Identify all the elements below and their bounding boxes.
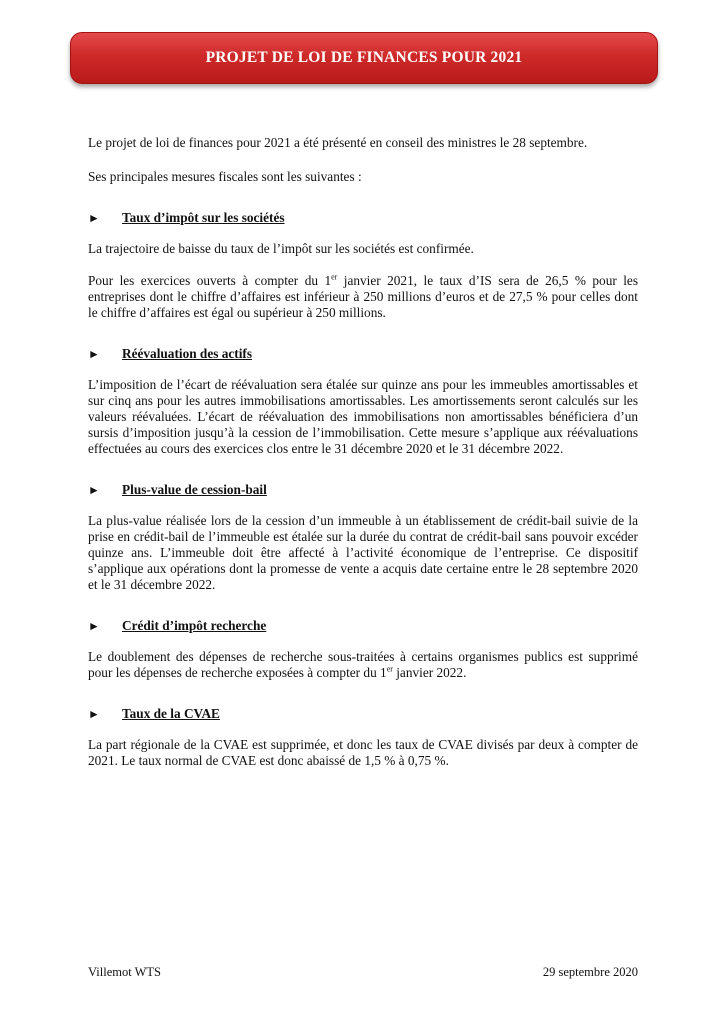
section-heading [88,705,638,723]
footer-company: Villemot WTS [88,965,161,979]
page-title: PROJET DE LOI DE FINANCES POUR 2021 [205,49,523,66]
section-heading [88,481,638,499]
section-title: Plus-value de cession-bail [122,482,267,497]
section-title: Crédit d’impôt recherche [122,618,267,633]
section-title: Taux d’impôt sur les sociétés [122,210,285,225]
title-banner [70,32,658,84]
section-sale-leaseback [88,481,638,593]
page-footer [88,965,638,980]
triangle-bullet-icon: ► [88,706,100,721]
section-title: Réévaluation des actifs [122,346,253,361]
intro-paragraph: Le projet de loi de finances pour 2021 a été présenté en conseil des ministres le 28 septembre. [88,135,588,150]
section-research-tax-credit [88,617,638,681]
triangle-bullet-icon: ► [88,346,100,361]
section-paragraph: La plus-value réalisée lors de la cession d’un immeuble à un établissement de crédit-bail suivie de la prise en crédit-bail de l’immeuble est étalée sur la durée du contrat de crédit-bail sans pouvoir excéder quinze ans. L’immeuble doit être affecté à l’activité économique de l’entreprise. Ce dispositif s’applique aux opérations dont la promesse de vente a acquis date certaine entre le 28 septembre 2020 et le 31 décembre 2022. [88,513,638,592]
triangle-bullet-icon: ► [88,618,100,633]
section-paragraph: La part régionale de la CVAE est supprimée, et donc les taux de CVAE divisés par deux à compter de 2021. Le taux normal de CVAE est donc abaissé de 1,5 % à 0,75 %. [88,737,638,768]
intro-paragraph: Ses principales mesures fiscales sont les suivantes : [88,169,362,184]
document-body [88,135,638,793]
triangle-bullet-icon: ► [88,210,100,225]
section-paragraph: Pour les exercices ouverts à compter du 1er janvier 2021, le taux d’IS sera de 26,5 % pour les entreprises dont le chiffre d’affaires est inférieur à 250 millions d’euros et de 27,5 % pour celles dont le chiffre d’affaires est égal ou supérieur à 250 millions. [88,272,638,320]
section-cvae-rate [88,705,638,769]
section-title: Taux de la CVAE [122,706,220,721]
triangle-bullet-icon: ► [88,482,100,497]
section-heading [88,617,638,635]
section-paragraph: Le doublement des dépenses de recherche sous-traitées à certains organismes publics est supprimé pour les dépenses de recherche exposées à compter du 1er janvier 2022. [88,649,638,680]
footer-date: 29 septembre 2020 [542,965,638,979]
section-heading [88,209,638,227]
section-corporate-tax [88,209,638,321]
section-paragraph: La trajectoire de baisse du taux de l’impôt sur les sociétés est confirmée. [88,241,474,256]
section-asset-revaluation [88,345,638,457]
section-paragraph: L’imposition de l’écart de réévaluation sera étalée sur quinze ans pour les immeubles amortissables et sur cinq ans pour les autres immobilisations amortissables. Les amortissements seront calculés sur les valeurs réévaluées. L’écart de réévaluation des immobilisations non amortissables bénéficiera d’un sursis d’imposition jusqu’à la cession de l’immobilisation. Cette mesure s’applique aux réévaluations effectuées au cours des exercices clos entre le 31 décembre 2020 et le 31 décembre 2022. [88,377,638,456]
section-heading [88,345,638,363]
